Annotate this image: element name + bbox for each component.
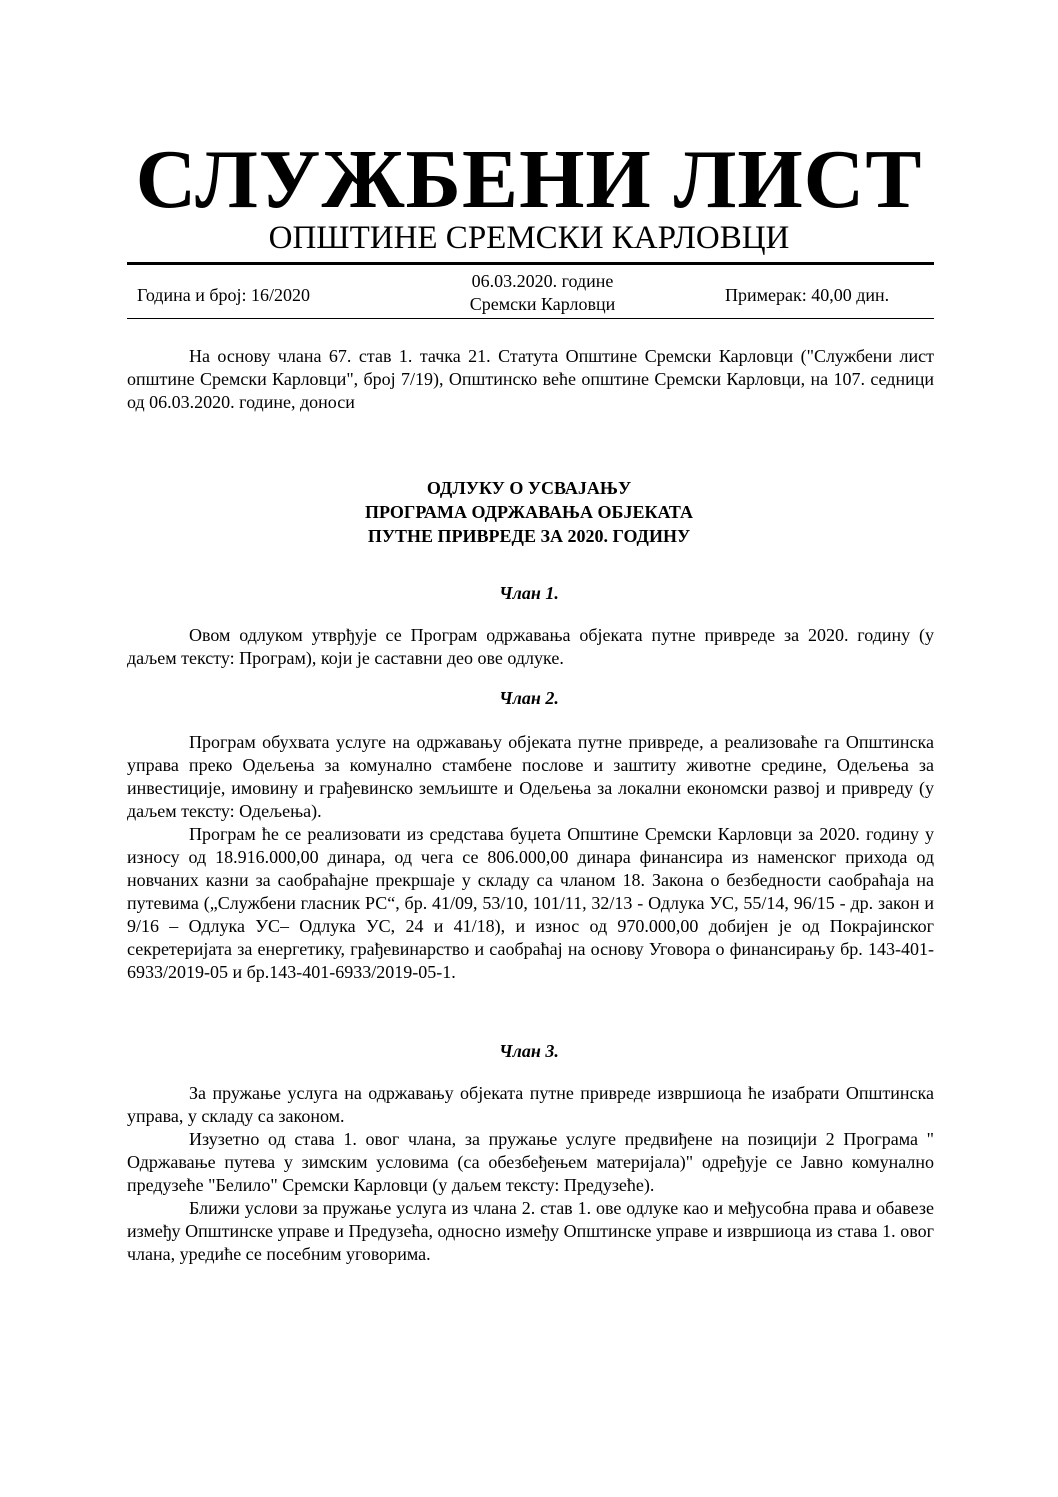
issue-number: Година и број: 16/2020 bbox=[137, 285, 311, 305]
decision-title-line: ПУТНЕ ПРИВРЕДЕ ЗА 2020. ГОДИНУ bbox=[367, 526, 691, 546]
issue-date-place bbox=[420, 270, 665, 316]
article-3-heading: Члан 3. bbox=[499, 1041, 559, 1061]
paragraph: Ближи услови за пружање услуга из члана 2. став 1. ове одлуке као и међусобна права и обавезе између Општинске управе и Предузећа, односно између Општинске управе и извршиоца из става 1. овог члана, уредиће се посебним уговорима. bbox=[127, 1198, 934, 1264]
decision-title bbox=[0, 476, 1058, 548]
article-1-body bbox=[127, 624, 934, 670]
masthead-subtitle: ОПШТИНЕ СРЕМСКИ КАРЛОВЦИ bbox=[268, 220, 790, 256]
preamble bbox=[127, 345, 934, 414]
article-3-body bbox=[127, 1082, 934, 1266]
article-1-heading: Члан 1. bbox=[499, 583, 559, 603]
decision-title-line: ОДЛУКУ О УСВАЈАЊУ bbox=[426, 478, 632, 498]
issue-price: Примерак: 40,00 дин. bbox=[725, 285, 890, 305]
decision-title-line: ПРОГРАМА ОДРЖАВАЊА ОБЈЕКАТА bbox=[364, 502, 694, 522]
masthead-divider-bottom bbox=[127, 318, 934, 319]
paragraph: За пружање услуга на одржавању објеката путне привреде извршиоца ће изабрати Општинска управа, у складу са законом. bbox=[127, 1083, 934, 1126]
article-2-heading: Члан 2. bbox=[499, 688, 559, 708]
paragraph: Изузетно од става 1. овог члана, за пружање услуге предвиђене на позицији 2 Програма " Одржавање путева у зимским условима (са обезбеђењем материјала)" одређује се Јавно комунално предузеће "Белило" Сремски Карловци (у даљем тексту: Предузеће). bbox=[127, 1129, 934, 1195]
paragraph: Програм ће се реализовати из средстава буџета Општине Сремски Карловци за 2020. годину у износу од 18.916.000,00 динара, од чега се 806.000,00 динара финансира из наменског прихода од новчаних казни за саобраћајне прекршаје у складу са чланом 18. Закона о безбедности саобраћаја на путевима („Службени гласник РС“, бр. 41/09, 53/10, 101/11, 32/13 - Одлука УС, 55/14, 96/15 - др. закон и 9/16 – Одлука УС– Одлука УС, 24 и 41/18), и износ од 970.000,00 добијен је од Покрајинског секретеријата за енергетику, грађевинарство и саобраћај на основу Уговора о финансирању бр. 143-401-6933/2019-05 и бр.143-401-6933/2019-05-1. bbox=[127, 824, 934, 982]
article-2-body bbox=[127, 731, 934, 984]
issue-place: Сремски Карловци bbox=[469, 294, 616, 314]
issue-date: 06.03.2020. године bbox=[471, 271, 614, 291]
masthead-divider-top bbox=[127, 262, 934, 265]
preamble-text: На основу члана 67. став 1. тачка 21. Статута Општине Сремски Карловци ("Службени лист општине Сремски Карловци", број 7/19), Општинско веће општине Сремски Карловци, на 107. седници од 06.03.2020. године, доноси bbox=[127, 346, 934, 412]
masthead-title: СЛУЖБЕНИ ЛИСТ bbox=[135, 133, 923, 226]
paragraph: Овом одлуком утврђује се Програм одржавања објеката путне привреде за 2020. годину (у даљем тексту: Програм), који је саставни део ове одлуке. bbox=[127, 625, 934, 668]
paragraph: Програм обухвата услуге на одржавању објеката путне привреде, а реализоваће га Општинска управа преко Одељења за комунално стамбене послове и заштиту животне средине, Одељења за инвестиције, имовину и грађевинско земљиште и Одељења за локални економски развој и привреду (у даљем тексту: Одељења). bbox=[127, 732, 934, 821]
